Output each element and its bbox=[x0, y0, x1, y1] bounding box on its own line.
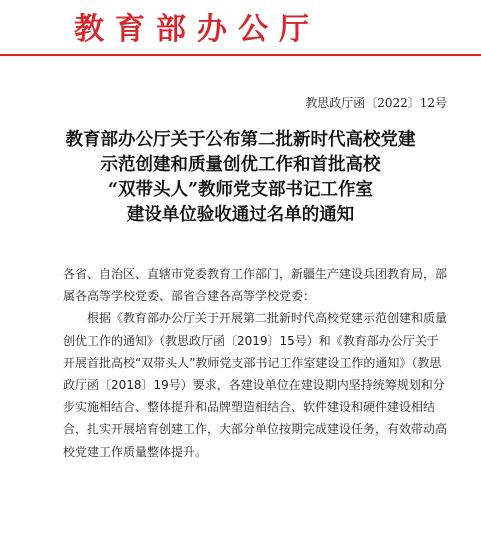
title-line-1: 教育部办公厅关于公布第二批新时代高校党建 bbox=[65, 130, 416, 150]
document-header bbox=[0, 0, 481, 56]
recipients-line: 各省、自治区、直辖市党委教育工作部门，新疆生产建设兵团教育局，部属各高等学校党委、部省合建各高等学校党委： bbox=[63, 267, 448, 304]
body-paragraph: 根据《教育部办公厅关于开展第二批新时代高校党建示范创建和质量创优工作的通知》（教思政厅函〔2019〕15号）和《教育部办公厅关于开展首批高校“双带头人”教师党支部书记工作室建设工作的通知》（教思政厅函〔2018〕19号）要求，各建设单位在建设期内坚持统筹规划和分步实施相结合、整体提升和品牌塑造相结合、软件建设和硬件建设相结合，扎实开展培育创建工作，大部分单位按期完成建设任务，有效带动高校党建工作质量整体提升。 bbox=[63, 311, 448, 459]
title-line-2: 示范创建和质量创优工作和首批高校 bbox=[100, 155, 381, 175]
title-line-4: 建设单位验收通过名单的通知 bbox=[126, 205, 355, 225]
document-number: 教思政厅函〔2022〕12号 bbox=[305, 96, 447, 110]
title-line-3: “双带头人”教师党支部书记工作室 bbox=[107, 180, 374, 200]
document-body bbox=[63, 263, 449, 463]
red-header-rule bbox=[0, 54, 481, 56]
issuer-title: 教育部办公厅 bbox=[74, 12, 320, 47]
document-title bbox=[0, 128, 481, 228]
